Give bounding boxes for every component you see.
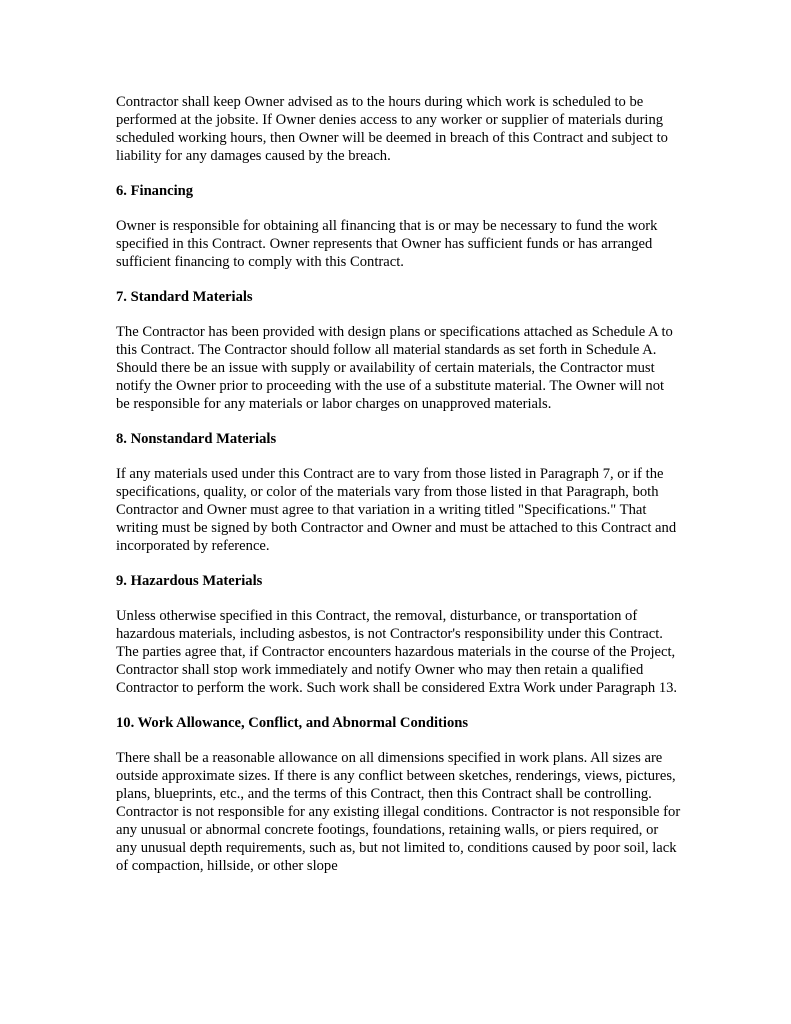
section-heading-work-allowance: 10. Work Allowance, Conflict, and Abnormal Conditions bbox=[116, 715, 469, 731]
paragraph-jobsite-access: Contractor shall keep Owner advised as to the hours during which work is scheduled to be performed at the jobsite. If Owner denies access to any worker or supplier of materials during scheduled working hours, then Owner will be deemed in breach of this Contract and subject to liability for any damages caused by the breach. bbox=[116, 94, 668, 164]
section-heading-nonstandard-materials: 8. Nonstandard Materials bbox=[116, 431, 277, 447]
paragraph-standard-materials: The Contractor has been provided with design plans or specifications attached as Schedule A to this Contract. The Contractor should follow all material standards as set forth in Schedule A. Should there be an issue with supply or availability of certain materials, the Contractor must notify the Owner prior to proceeding with the use of a substitute material. The Owner will not be responsible for any materials or labor charges on unapproved materials. bbox=[116, 324, 673, 412]
paragraph-spacer bbox=[116, 555, 681, 572]
paragraph-financing: Owner is responsible for obtaining all financing that is or may be necessary to fund the work specified in this Contract. Owner represents that Owner has sufficient funds or has arranged sufficient financing to comply with this Contract. bbox=[116, 218, 658, 270]
paragraph-spacer bbox=[116, 165, 681, 182]
section-heading-hazardous-materials: 9. Hazardous Materials bbox=[116, 573, 263, 589]
section-heading-standard-materials: 7. Standard Materials bbox=[116, 289, 253, 305]
paragraph-spacer bbox=[116, 306, 681, 323]
paragraph-work-allowance: There shall be a reasonable allowance on all dimensions specified in work plans. All sizes are outside approximate sizes. If there is any conflict between sketches, renderings, views, pictures, plans, blueprints, etc., and the terms of this Contract, then this Contract shall be controlling. Contractor is not responsible for any existing illegal conditions. Contractor is not responsible for any unusual or abnormal concrete footings, foundations, retaining walls, or piers required, or any unusual depth requirements, such as, but not limited to, conditions caused by poor soil, lack of compaction, hillside, or other slope bbox=[116, 750, 681, 874]
paragraph-spacer bbox=[116, 413, 681, 430]
paragraph-spacer bbox=[116, 448, 681, 465]
paragraph-spacer bbox=[116, 200, 681, 217]
section-heading-financing: 6. Financing bbox=[116, 183, 194, 199]
paragraph-nonstandard-materials: If any materials used under this Contract are to vary from those listed in Paragraph 7, or if the specifications, quality, or color of the materials vary from those listed in that Paragraph, both Contractor and Owner must agree to that variation in a writing titled "Specifications." That writing must be signed by both Contractor and Owner and must be attached to this Contract and incorporated by reference. bbox=[116, 466, 677, 554]
paragraph-spacer bbox=[116, 697, 681, 714]
paragraph-spacer bbox=[116, 732, 681, 749]
paragraph-hazardous-materials: Unless otherwise specified in this Contract, the removal, disturbance, or transportation of hazardous materials, including asbestos, is not Contractor's responsibility under this Contract. The parties agree that, if Contractor encounters hazardous materials in the course of the Project, Contractor shall stop work immediately and notify Owner who may then retain a qualified Contractor to perform the work. Such work shall be considered Extra Work under Paragraph 13. bbox=[116, 608, 678, 696]
paragraph-spacer bbox=[116, 271, 681, 288]
paragraph-spacer bbox=[116, 590, 681, 607]
document-body bbox=[116, 93, 681, 875]
